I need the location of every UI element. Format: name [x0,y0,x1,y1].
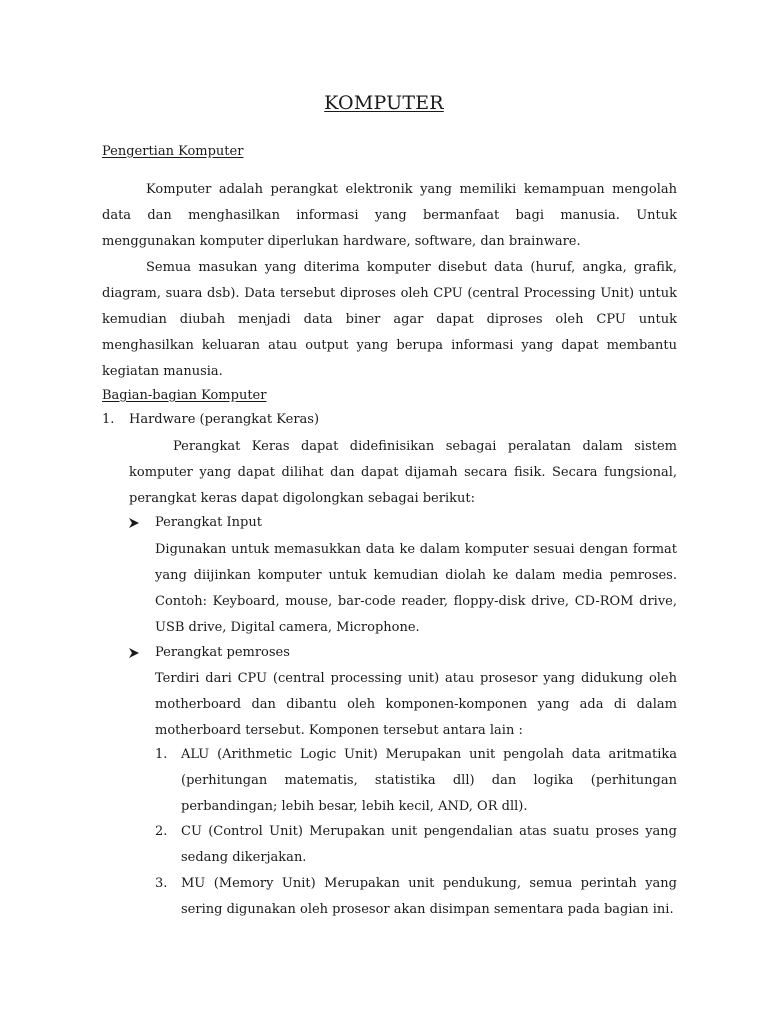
paragraph-input-description: Digunakan untuk memasukkan data ke dalam komputer sesuai dengan format yang diijinkan komputer untuk kemudian diolah ke dalam media pemroses. Contoh: Keyboard, mouse, bar-code reader, floppy-disk drive, CD-ROM drive, USB drive, Digital camera, Microphone. [155,542,677,635]
subitem-number: 2. [155,824,168,839]
bullet-label: Perangkat Input [155,515,262,530]
arrow-bullet-icon [129,518,139,528]
arrow-bullet-icon [129,648,139,658]
subitem-mu [155,871,677,925]
subitem-number: 3. [155,876,168,891]
paragraph-definition: Komputer adalah perangkat elektronik yang memiliki kemampuan mengolah data dan menghasilkan informasi yang bermanfaat bagi manusia. Untuk menggunakan komputer diperlukan hardware, software, dan brainware. [102,182,677,249]
subitem-cu [155,819,677,873]
section-heading-pengertian: Pengertian Komputer [102,144,244,159]
paragraph-pemroses-description: Terdiri dari CPU (central processing unit) atau prosesor yang didukung oleh motherboard dan dibantu oleh komponen-komponen yang ada di dalam motherboard tersebut. Komponen tersebut antara lain : [155,671,677,738]
bullet-item-pemroses [129,640,677,666]
document-title: KOMPUTER [324,92,444,114]
subitem-number: 1. [155,747,168,762]
list-item-title: Hardware (perangkat Keras) [129,412,320,427]
subitem-text: MU (Memory Unit) Merupakan unit pendukung, semua perintah yang sering digunakan oleh prosesor akan disimpan sementara pada bagian ini. [181,876,677,917]
list-number: 1. [102,412,115,427]
subitem-text: ALU (Arithmetic Logic Unit) Merupakan unit pengolah data aritmatika (perhitungan matematis, statistika dll) dan logika (perhitungan perbandingan; lebih besar, lebih kecil, AND, OR dll). [181,747,677,814]
list-item-hardware [102,407,677,433]
bullet-label: Perangkat pemroses [155,645,290,660]
section-heading-bagian: Bagian-bagian Komputer [102,388,267,403]
paragraph-hardware-intro: Perangkat Keras dapat didefinisikan sebagai peralatan dalam sistem komputer yang dapat dilihat dan dapat dijamah secara fisik. Secara fungsional, perangkat keras dapat digolongkan sebagai berikut: [129,439,677,506]
bullet-item-input [129,510,677,536]
subitem-alu [155,742,677,822]
subitem-text: CU (Control Unit) Merupakan unit pengendalian atas suatu proses yang sedang dikerjakan. [181,824,677,865]
paragraph-data-processing: Semua masukan yang diterima komputer disebut data (huruf, angka, grafik, diagram, suara dsb). Data tersebut diproses oleh CPU (central Processing Unit) untuk kemudian diubah menjadi data biner agar dapat diproses oleh CPU untuk menghasilkan keluaran atau output yang berupa informasi yang dapat membantu kegiatan manusia. [102,260,677,379]
